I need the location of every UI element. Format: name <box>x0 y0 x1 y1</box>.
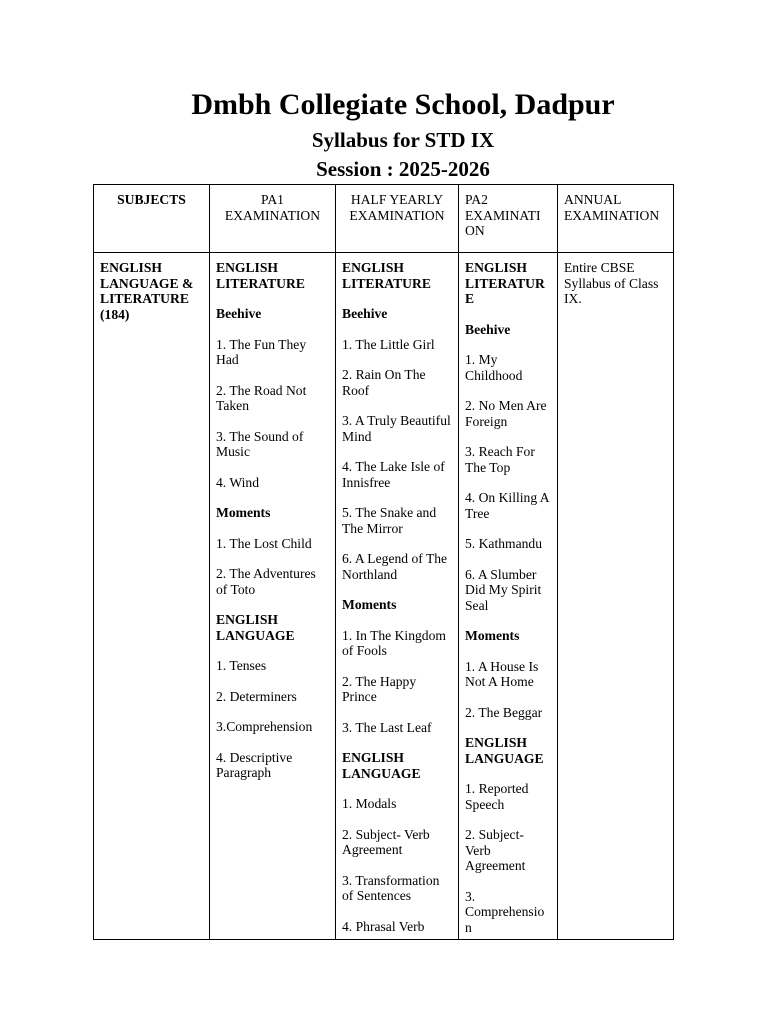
list-item: 3. The Sound of Music <box>216 428 304 459</box>
list-item: 1. The Little Girl <box>342 336 435 352</box>
section-heading: Moments <box>465 628 520 643</box>
table-row <box>94 253 674 940</box>
list-item: 4. Descriptive Paragraph <box>216 749 293 780</box>
list-item: 3. The Last Leaf <box>342 719 432 735</box>
list-item: 2. Subject- Verb Agreement <box>465 827 526 873</box>
list-item: 2. The Beggar <box>465 704 543 720</box>
section-heading: Beehive <box>342 306 388 321</box>
list-item: 2. Determiners <box>216 688 297 704</box>
list-item: 1. In The Kingdom of Fools <box>342 627 446 658</box>
syllabus-title: Syllabus for STD IX <box>311 128 495 152</box>
header-half-yearly: HALF YEARLY EXAMINATION <box>336 185 459 253</box>
section-heading: Beehive <box>465 321 511 337</box>
section-heading: Moments <box>342 597 397 612</box>
section-heading: ENGLISH LANGUAGE <box>342 750 421 781</box>
section-heading: Moments <box>216 505 271 520</box>
header-pa2: PA2 EXAMINATI ON <box>459 185 558 253</box>
subject-cell <box>94 253 210 940</box>
list-item: 4. Wind <box>216 474 260 490</box>
section-heading: ENGLISH LITERATUR E <box>465 260 545 306</box>
pa2-cell <box>459 253 558 940</box>
section-heading: Beehive <box>216 306 262 321</box>
list-item: 1. My Childhood <box>465 352 523 383</box>
subject-name: ENGLISH LANGUAGE & LITERATURE (184) <box>100 260 194 322</box>
list-item: 5. Kathmandu <box>465 536 543 551</box>
list-item: 2. The Happy Prince <box>342 673 417 704</box>
section-heading: ENGLISH LANGUAGE <box>216 612 295 643</box>
list-item: 2. The Road Not Taken <box>216 382 307 413</box>
school-name: Dmbh Collegiate School, Dadpur <box>191 88 615 121</box>
pa1-cell <box>210 253 336 940</box>
list-item: 5. The Snake and The Mirror <box>342 505 437 536</box>
list-item: 1. Tenses <box>216 658 267 673</box>
list-item: 2. Subject- Verb Agreement <box>342 826 430 857</box>
list-item: 2. No Men Are Foreign <box>465 398 547 429</box>
list-item: 4. Phrasal Verb <box>342 918 425 934</box>
header-pa1: PA1 EXAMINATION <box>210 185 336 253</box>
annual-text: Entire CBSE Syllabus of Class IX. <box>564 260 659 306</box>
list-item: 3. Comprehensio n <box>465 888 545 935</box>
header-annual: ANNUAL EXAMINATION <box>558 185 674 253</box>
half-yearly-cell <box>336 253 459 940</box>
annual-cell <box>558 253 674 940</box>
header-subjects: SUBJECTS <box>94 185 210 253</box>
section-heading: ENGLISH LITERATURE <box>216 260 305 291</box>
list-item: 1. Reported Speech <box>465 781 529 812</box>
list-item: 3. Reach For The Top <box>465 444 535 475</box>
list-item: 2. Rain On The Roof <box>342 367 426 398</box>
syllabus-table <box>93 184 674 940</box>
table-header-row <box>94 185 674 253</box>
list-item: 1. A House Is Not A Home <box>465 658 539 689</box>
list-item: 3.Comprehension <box>216 719 313 734</box>
section-heading: ENGLISH LITERATURE <box>342 260 431 291</box>
list-item: 4. The Lake Isle of Innisfree <box>342 459 445 490</box>
list-item: 1. The Lost Child <box>216 535 312 551</box>
list-item: 6. A Slumber Did My Spirit Seal <box>465 566 542 613</box>
list-item: 1. Modals <box>342 796 397 811</box>
list-item: 4. On Killing A Tree <box>465 490 549 521</box>
section-heading: ENGLISH LANGUAGE <box>465 735 544 766</box>
session-title: Session : 2025-2026 <box>316 157 490 181</box>
list-item: 3. Transformation of Sentences <box>342 872 440 903</box>
list-item: 2. The Adventures of Toto <box>216 566 316 597</box>
list-item: 6. A Legend of The Northland <box>342 551 448 582</box>
list-item: 1. The Fun They Had <box>216 336 307 367</box>
list-item: 3. A Truly Beautiful Mind <box>342 413 451 444</box>
